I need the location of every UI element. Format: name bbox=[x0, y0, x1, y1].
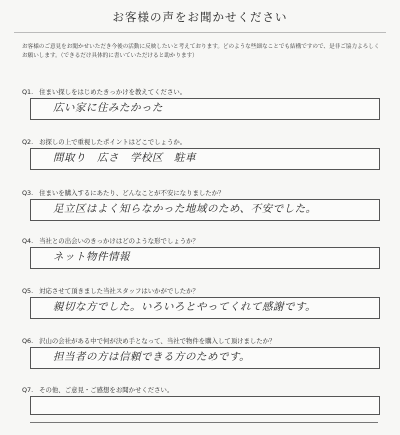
question-text: 住まいを購入するにあたり、どんなことが不安になりましたか？ bbox=[39, 189, 225, 197]
question-7 bbox=[22, 386, 382, 394]
answer-box[interactable] bbox=[30, 396, 380, 415]
question-3 bbox=[22, 189, 382, 215]
answer-box[interactable] bbox=[30, 297, 380, 319]
answer-box[interactable] bbox=[30, 347, 380, 369]
question-number: Q2. bbox=[22, 138, 34, 146]
question-number: Q1. bbox=[22, 88, 34, 96]
intro-text: お客様のご意見をお聞かせいただき今後の活動に反映したいと考えております。どのような些細なことでも結構ですので、是非ご協力よろしくお願いします。（できるだけ具体的に書いていただけると助かります） bbox=[22, 44, 380, 59]
question-number: Q3. bbox=[22, 189, 34, 197]
question-1 bbox=[22, 88, 382, 114]
question-number: Q7. bbox=[22, 386, 34, 394]
question-number: Q4. bbox=[22, 237, 34, 245]
answer-box[interactable] bbox=[30, 247, 380, 269]
ruled-line bbox=[30, 422, 378, 423]
handwritten-answer: 間取り 広さ 学校区 駐車 bbox=[53, 152, 196, 164]
question-text: お探しの上で重視したポイントはどこでしょうか。 bbox=[39, 138, 187, 146]
question-text: 対応させて頂きました当社スタッフはいかがでしたか？ bbox=[39, 287, 199, 295]
answer-box[interactable] bbox=[30, 148, 380, 170]
question-2 bbox=[22, 138, 382, 164]
question-6 bbox=[22, 337, 382, 363]
question-number: Q5. bbox=[22, 287, 34, 295]
answer-box[interactable] bbox=[30, 98, 380, 120]
question-text: 当社との出会いのきっかけはどのような形でしょうか？ bbox=[39, 237, 199, 245]
question-number: Q6. bbox=[22, 337, 34, 345]
question-5 bbox=[22, 287, 382, 313]
page-title: お客様の声をお聞かせください bbox=[112, 10, 288, 24]
question-text: 沢山の会社がある中で何が決め手となって、当社で物件を購入して頂けましたか？ bbox=[39, 337, 276, 345]
question-text: 住まい探しをはじめたきっかけを教えてください。 bbox=[39, 88, 187, 96]
question-4 bbox=[22, 237, 382, 263]
answer-box[interactable] bbox=[30, 199, 380, 221]
handwritten-answer: 広い家に住みたかった bbox=[53, 102, 163, 114]
divider bbox=[14, 32, 386, 33]
handwritten-answer: 親切な方でした。いろいろとやってくれて感謝です。 bbox=[53, 301, 317, 313]
question-text: その他、ご意見・ご感想をお聞かせください。 bbox=[39, 386, 174, 394]
handwritten-answer: 担当者の方は信頼できる方のためです。 bbox=[53, 351, 251, 363]
handwritten-answer: ネット物件情報 bbox=[53, 251, 130, 263]
handwritten-answer: 足立区はよく知らなかった地域のため、不安でした。 bbox=[53, 203, 317, 215]
